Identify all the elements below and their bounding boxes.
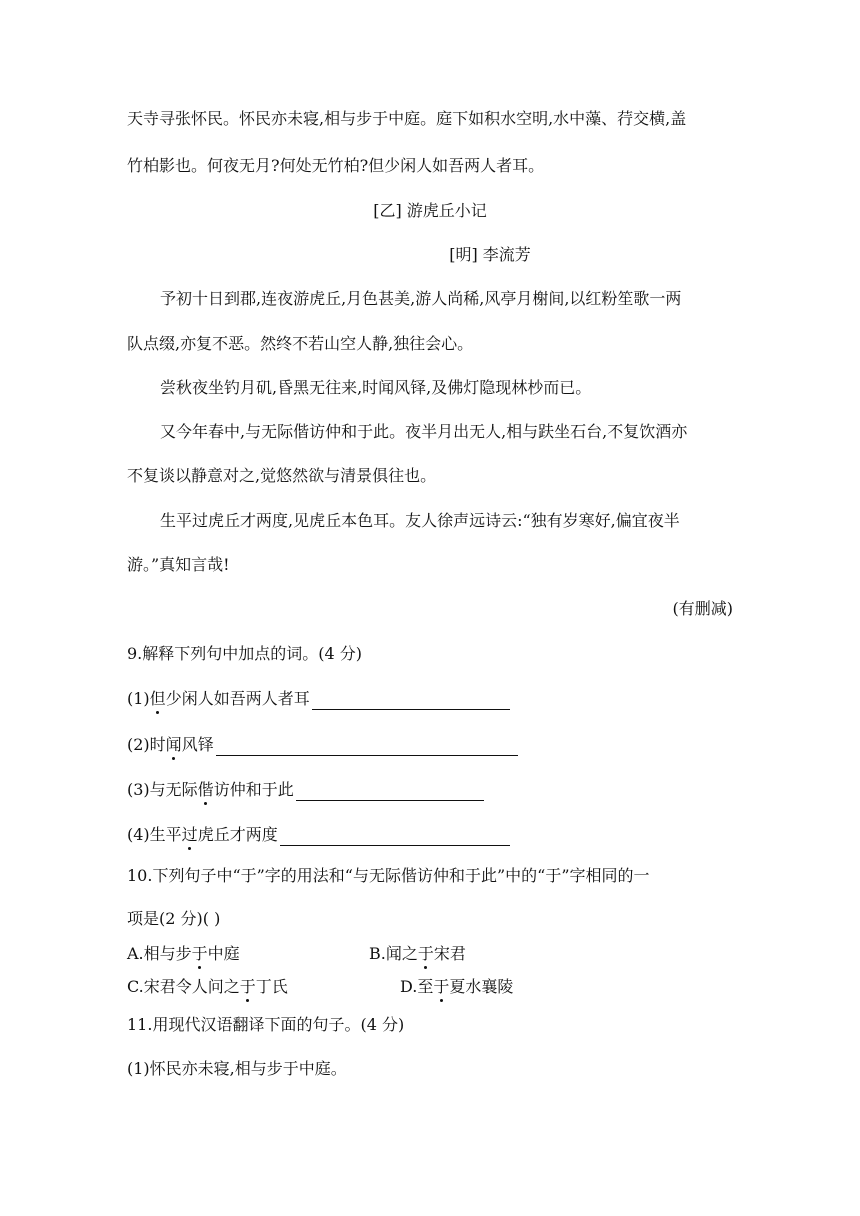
q9-item-3-dotted-word: 偕 [197,780,214,799]
q10-option-c-prefix: C.宋君令人问之 [127,977,240,996]
q9-item-4-prefix: (4)生平 [127,825,182,844]
q10-option-b-dotted-word: 于 [417,944,434,963]
q10-option-a[interactable] [127,943,240,965]
q9-item-4 [127,824,737,846]
passage-yi-author: [明] 李流芳 [449,245,531,264]
q11-item-1: (1)怀民亦未寝,相与步于中庭。 [127,1059,347,1078]
q10-option-b[interactable] [369,943,466,965]
q10-option-a-dotted-word: 于 [191,944,208,963]
q9-item-2 [127,734,737,756]
q9-item-2-prefix: (2)时 [127,735,166,754]
q10-option-c-dotted-word: 于 [239,977,256,996]
q9-item-2-dotted-word: 闻 [165,735,182,754]
passage-yi-p4-line-2: 游。”真知言哉! [127,555,230,574]
q9-item-4-text: 虎丘才两度 [197,825,278,844]
q9-item-2-text: 风铎 [181,735,214,754]
q10-stem-line-2: 项是(2 分)( ) [127,909,221,928]
passage-yi-note: (有删减) [672,599,733,618]
q10-stem-line-1: 10.下列句子中“于”字的用法和“与无际偕访仲和于此”中的“于”字相同的一 [127,866,650,885]
q9-item-1-answer-blank[interactable] [312,693,510,710]
passage-yi-title: [乙] 游虎丘小记 [373,201,487,220]
q10-option-c-text: 丁氏 [255,977,288,996]
q10-option-a-prefix: A.相与步 [127,944,192,963]
q10-option-d[interactable] [400,976,513,998]
q9-item-1 [127,688,737,710]
q10-option-a-text: 中庭 [207,944,240,963]
q9-item-3 [127,779,737,801]
q9-item-4-dotted-word: 过 [181,825,198,844]
q10-option-b-prefix: B.闻之 [369,944,418,963]
q9-item-1-dotted-word: 但 [149,689,166,708]
q10-option-b-text: 宋君 [433,944,466,963]
passage-jia-line-1: 天寺寻张怀民。怀民亦未寝,相与步于中庭。庭下如积水空明,水中藻、荇交横,盖 [127,109,687,128]
q9-item-4-answer-blank[interactable] [280,829,510,846]
q9-item-2-answer-blank[interactable] [216,739,518,756]
q10-option-d-dotted-word: 于 [433,977,450,996]
q9-item-3-text: 访仲和于此 [213,780,294,799]
passage-yi-p4-line-1: 生平过虎丘才两度,见虎丘本色耳。友人徐声远诗云:“独有岁寒好,偏宜夜半 [160,511,680,530]
q9-item-1-prefix: (1) [127,689,150,708]
q10-option-d-prefix: D.至 [400,977,434,996]
passage-yi-p1-line-2: 队点缀,亦复不恶。然终不若山空人静,独往会心。 [127,334,474,353]
q9-item-3-prefix: (3)与无际 [127,780,198,799]
passage-yi-p3-line-2: 不复谈以静意对之,觉悠然欲与清景俱往也。 [127,466,437,485]
q10-option-c[interactable] [127,976,288,998]
passage-jia-line-2: 竹柏影也。何夜无月?何处无竹柏?但少闲人如吾两人者耳。 [127,156,545,175]
q9-stem: 9.解释下列句中加点的词。(4 分) [127,644,363,663]
q9-item-1-text: 少闲人如吾两人者耳 [165,689,310,708]
passage-yi-p1-line-1: 予初十日到郡,连夜游虎丘,月色甚美,游人尚稀,风亭月榭间,以红粉笙歌一两 [160,289,682,308]
q9-item-3-answer-blank[interactable] [296,784,484,801]
passage-yi-p2-line-1: 尝秋夜坐钓月矶,昏黑无往来,时闻风铎,及佛灯隐现林杪而已。 [160,378,592,397]
q11-stem: 11.用现代汉语翻译下面的句子。(4 分) [127,1015,405,1034]
passage-yi-p3-line-1: 又今年春中,与无际偕访仲和于此。夜半月出无人,相与趺坐石台,不复饮酒亦 [160,422,688,441]
q10-option-d-text: 夏水襄陵 [449,977,514,996]
